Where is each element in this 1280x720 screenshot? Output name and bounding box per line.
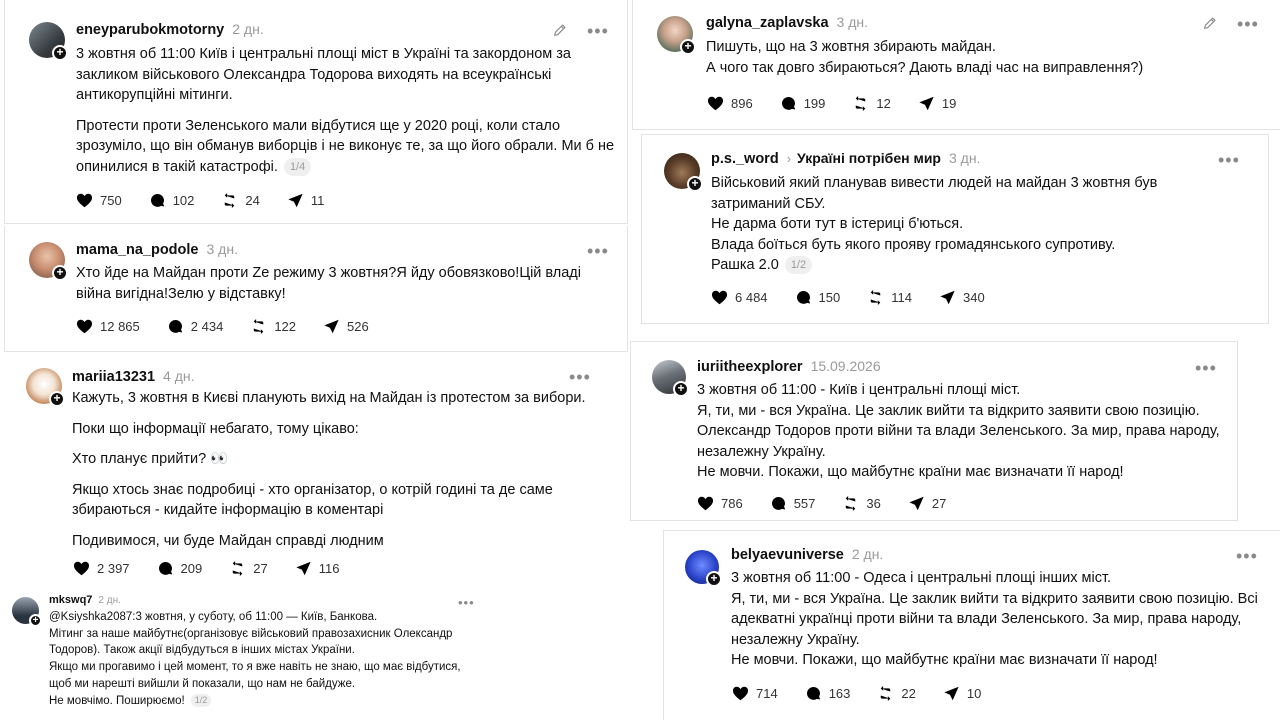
like-button[interactable]: 12 865 (75, 317, 140, 336)
post-line: затриманий СБУ. (711, 195, 826, 212)
topic-tag[interactable]: Україні потрібен мир (797, 150, 941, 166)
more-icon[interactable]: ••• (587, 241, 609, 261)
like-button[interactable]: 750 (75, 191, 122, 210)
post-line: Олександр Тодоров проти війни та влади Зеленського. За мир, права народу, (697, 423, 1220, 439)
heart-icon (706, 94, 725, 113)
share-button[interactable]: 10 (942, 684, 981, 703)
post-time: 2 дн. (851, 546, 884, 562)
post-paragraph: Хто планує прийти? 👀 (72, 451, 229, 467)
heart-icon (731, 684, 750, 703)
avatar[interactable] (664, 153, 700, 189)
post-text (72, 388, 592, 551)
follow-plus-icon[interactable]: + (687, 176, 703, 192)
more-icon[interactable]: ••• (1218, 150, 1240, 170)
follow-plus-icon[interactable]: + (49, 391, 65, 407)
post-paragraph: Поки що інформації небагато, тому цікаво: (72, 420, 359, 437)
post-line: Рашка 2.0 1/2 (711, 255, 1256, 276)
post-line: Я, ти, ми - вся Україна. Це заклик вийти та відкрито заявити свою позицію. (697, 402, 1200, 419)
more-icon[interactable]: ••• (1237, 14, 1259, 34)
share-icon (942, 684, 961, 703)
post-line: @Ksiyshka2087:3 жовтня, у суботу, об 11:00 — Київ, Банкова. (49, 611, 378, 623)
post-card[interactable] (641, 134, 1269, 324)
post-line: щоб ми нарешті вийшли й показали, що нам не байдуже. (49, 677, 356, 690)
more-icon[interactable]: ••• (569, 367, 591, 387)
avatar[interactable] (685, 550, 719, 584)
post-card[interactable] (630, 341, 1238, 521)
avatar[interactable] (29, 242, 65, 278)
reply-button[interactable]: 199 (779, 94, 826, 113)
more-icon[interactable]: ••• (1236, 546, 1258, 566)
post-paragraph: 3 жовтня об 11:00 Київ і центральні площі міст в Україні та закордоном за закликом військового Олександра Тодорова виходять на всеукраїнські антикорупційні мітинги. (76, 46, 571, 103)
share-icon (322, 317, 341, 336)
comment-icon (148, 191, 167, 210)
post-card[interactable] (663, 530, 1280, 720)
username[interactable]: galyna_zaplavska (706, 15, 829, 31)
comment-icon (779, 94, 798, 113)
repost-icon (851, 94, 870, 113)
post-line: 3 жовтня об 11:00 - Одеса і центральні площі інших міст. (731, 570, 1112, 586)
post-paragraph: Кажуть, 3 жовтня в Києві планують вихід на Майдан із протестом за вибори. (72, 390, 586, 406)
post-actions (75, 317, 395, 336)
post-line: Пишуть, що на 3 жовтня збирають майдан. (706, 39, 996, 55)
repost-button[interactable]: 22 (876, 684, 915, 703)
post-line: Не дарма боти тут в істериці б'ються. (711, 216, 964, 232)
username[interactable]: mkswq7 (49, 594, 93, 606)
chevron-right-icon: › (786, 151, 792, 166)
post-line: А чого так довго збираються? Дають владі час на виправлення?) (706, 59, 1144, 76)
like-button[interactable]: 2 397 (72, 559, 130, 578)
like-button[interactable]: 786 (696, 494, 743, 513)
repost-button[interactable]: 12 (851, 94, 890, 113)
reply-button[interactable]: 150 (794, 288, 841, 307)
post-line: 3 жовтня об 11:00 - Київ і центральні площі міст. (697, 382, 1021, 398)
post-line: незалежну Україну. (697, 443, 826, 460)
post-actions (731, 684, 1007, 703)
post-line: незалежну Україну. (731, 631, 860, 648)
follow-plus-icon[interactable]: + (706, 571, 722, 587)
post-line: Якщо ми прогавимо і цей момент, то я вже навіть не знаю, що має відбутися, (49, 661, 461, 674)
repost-button[interactable]: 27 (228, 559, 267, 578)
post-line: Не мовчи. Покажи, що майбутнє країни має визначати її народ! (697, 464, 1124, 480)
post-text (76, 44, 616, 177)
follow-plus-icon[interactable]: + (673, 381, 689, 397)
post-card[interactable] (4, 0, 628, 224)
comment-icon (769, 494, 788, 513)
more-icon[interactable]: ••• (458, 595, 475, 610)
share-button[interactable]: 116 (294, 559, 340, 578)
post-line: адекватні українці проти війни та влади Зеленського. За мир, права народу, (731, 611, 1242, 627)
share-icon (917, 94, 936, 113)
comment-icon (166, 317, 185, 336)
post-text (706, 37, 1266, 78)
follow-plus-icon[interactable]: + (52, 265, 68, 281)
repost-button[interactable]: 24 (220, 191, 259, 210)
share-button[interactable]: 526 (322, 317, 369, 336)
repost-button[interactable]: 114 (866, 288, 912, 307)
post-time: 3 дн. (836, 14, 868, 30)
comment-icon (794, 288, 813, 307)
post-line: Мітинг за наше майбутнє(організовує військовий правозахисник Олександр (49, 627, 453, 640)
avatar[interactable] (12, 597, 39, 624)
reply-button[interactable]: 2 434 (166, 317, 224, 336)
repost-icon (220, 191, 239, 210)
post-time: 15.09.2026 (810, 358, 881, 374)
repost-button[interactable]: 122 (249, 317, 296, 336)
post-paragraph: Подивимося, чи буде Майдан справді людним (72, 532, 384, 549)
repost-button[interactable]: 36 (841, 494, 880, 513)
post-paragraph: Хто йде на Майдан проти Ze режиму 3 жовтня?Я йду обовязково!Цій владі війна вигідна!Зелю у відставку! (76, 265, 581, 302)
post-text (49, 609, 485, 709)
username[interactable]: mariia13231 (72, 369, 156, 385)
reply-button[interactable]: 102 (148, 191, 195, 210)
reply-button[interactable]: 557 (769, 494, 816, 513)
post-text (697, 380, 1233, 483)
like-button[interactable]: 896 (706, 94, 753, 113)
post-time: 4 дн. (163, 368, 195, 384)
post-text (731, 568, 1276, 671)
share-button[interactable]: 340 (938, 288, 985, 307)
like-button[interactable]: 714 (731, 684, 778, 703)
post-actions (75, 191, 350, 210)
heart-icon (710, 288, 729, 307)
post-card[interactable] (4, 354, 624, 590)
post-actions (710, 288, 1011, 307)
page-indicator[interactable]: 1/4 (284, 158, 311, 176)
page-indicator[interactable]: 1/2 (785, 256, 812, 274)
avatar[interactable] (29, 22, 65, 58)
avatar[interactable] (26, 368, 62, 404)
follow-plus-icon[interactable]: + (52, 45, 68, 61)
share-icon (907, 494, 926, 513)
post-line: Тодоров). Також акції відбудуться в інших містах України. (49, 644, 355, 657)
share-icon (294, 559, 313, 578)
follow-plus-icon[interactable]: + (29, 614, 42, 627)
avatar[interactable] (652, 360, 686, 394)
post-paragraph: Якщо хтось знає подробиці - хто організатор, о котрій годині та де саме збираються - кидайте інформацію в коментарі (72, 481, 553, 518)
page-indicator[interactable]: 1/2 (191, 694, 212, 707)
repost-icon (876, 684, 895, 703)
post-card[interactable] (0, 588, 488, 720)
repost-icon (228, 559, 247, 578)
post-line: Не мовчи. Покажи, що майбутнє країни має визначати її народ! (731, 652, 1158, 668)
post-text (76, 263, 596, 304)
post-line: Не мовчімо. Поширюємо! 1/2 (49, 693, 485, 710)
edit-icon[interactable] (552, 22, 568, 38)
like-button[interactable]: 6 484 (710, 288, 768, 307)
share-button[interactable]: 27 (907, 494, 946, 513)
share-button[interactable]: 19 (917, 94, 956, 113)
username[interactable]: eneyparubokmotorny (76, 22, 225, 38)
reply-button[interactable]: 163 (804, 684, 851, 703)
repost-icon (841, 494, 860, 513)
share-icon (286, 191, 305, 210)
more-icon[interactable]: ••• (1195, 358, 1217, 378)
post-card[interactable] (632, 0, 1280, 130)
post-line: Влада боїться буть якого прояву громадянського супротиву. (711, 236, 1116, 253)
username[interactable]: p.s._word (711, 151, 779, 167)
avatar[interactable] (657, 16, 693, 52)
heart-icon (75, 191, 94, 210)
comment-icon (156, 559, 175, 578)
post-text (711, 173, 1256, 276)
post-card[interactable] (4, 226, 628, 352)
post-time: 2 дн. (232, 21, 264, 37)
follow-plus-icon[interactable]: + (680, 39, 696, 55)
post-line: Я, ти, ми - вся Україна. Це заклик вийти та відкрито заявити свою позицію. Всі (731, 590, 1258, 607)
username[interactable]: iuriitheexplorer (697, 359, 803, 375)
post-time: 3 дн. (206, 241, 238, 257)
username[interactable]: belyaevuniverse (731, 547, 844, 563)
post-actions (706, 94, 982, 113)
username[interactable]: mama_na_podole (76, 242, 199, 258)
edit-icon[interactable] (1202, 15, 1218, 31)
more-icon[interactable]: ••• (587, 21, 609, 41)
post-paragraph: Протести проти Зеленського мали відбутися ще у 2020 році, коли стало зрозуміло, що він обманув виборців і не виконує те, за що його обрали. Ми б не опинилися в такій катастрофі. 1/4 (76, 117, 615, 175)
share-icon (938, 288, 957, 307)
post-line: Військовий який планував вивести людей на майдан 3 жовтня був (711, 175, 1158, 191)
post-time: 2 дн. (98, 595, 121, 606)
repost-icon (866, 288, 885, 307)
share-button[interactable]: 11 (286, 191, 325, 210)
heart-icon (72, 559, 91, 578)
comment-icon (804, 684, 823, 703)
repost-icon (249, 317, 268, 336)
heart-icon (75, 317, 94, 336)
post-actions (696, 494, 972, 513)
post-time: 3 дн. (948, 150, 981, 166)
reply-button[interactable]: 209 (156, 559, 203, 578)
heart-icon (696, 494, 715, 513)
post-actions (72, 559, 365, 578)
